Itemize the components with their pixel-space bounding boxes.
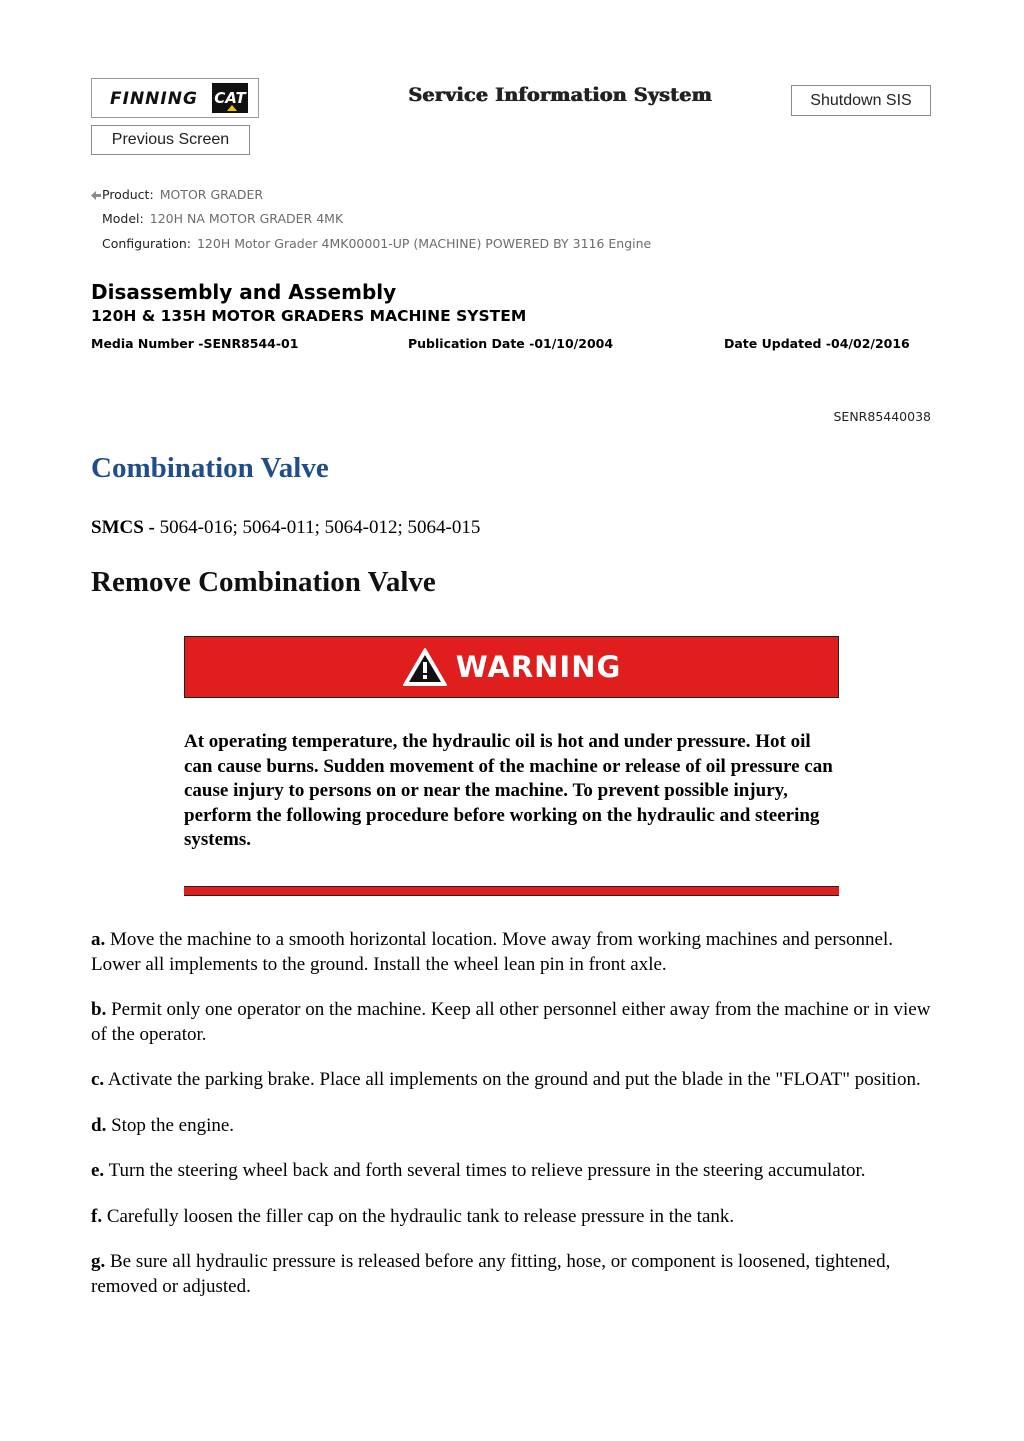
step-letter: f. [91, 1205, 103, 1227]
step-text: Activate the parking brake. Place all implements on the ground and put the blade in the "FLOAT" position. [107, 1069, 921, 1090]
logo-mark: CAT [212, 83, 248, 113]
warning-text: At operating temperature, the hydraulic oil is hot and under pressure. Hot oil can cause burns. Sudden movement of the machine or release of oil pressure can cause injury to persons on or near the machine. To prevent possible injury, perform the following procedure before working on the hydraulic and steering systems. [184, 731, 833, 850]
model-value: 120H NA MOTOR GRADER 4MK [149, 211, 344, 226]
section-heading: Remove Combination Valve [91, 566, 436, 598]
step-letter: e. [91, 1160, 105, 1181]
step-text: Turn the steering wheel back and forth several times to relieve pressure in the steering accumulator. [108, 1160, 866, 1181]
step-letter: a. [91, 929, 106, 950]
finning-cat-logo [91, 78, 259, 118]
reference-id: SENR85440038 [833, 409, 931, 424]
app-title: Service Information System [408, 84, 712, 106]
product-arrow-icon [91, 191, 101, 200]
configuration-label: Configuration: [102, 236, 191, 251]
smcs-codes: 5064-016; 5064-011; 5064-012; 5064-015 [159, 517, 481, 538]
step-e [91, 1159, 931, 1184]
smcs-label: SMCS - [91, 517, 155, 538]
step-g [91, 1250, 931, 1299]
procedure-steps [91, 928, 931, 1320]
step-text: Stop the engine. [111, 1114, 235, 1136]
step-letter: d. [91, 1114, 107, 1136]
step-text: Carefully loosen the filler cap on the hydraulic tank to release pressure in the tank. [106, 1205, 735, 1227]
logo-brand: FINNING [110, 89, 198, 109]
step-a [91, 928, 931, 977]
step-c [91, 1068, 931, 1093]
model-line [102, 211, 343, 226]
step-d [91, 1114, 931, 1139]
product-label: Product: [102, 187, 154, 202]
warning-label: WARNING [455, 650, 622, 684]
page-heading: Combination Valve [91, 452, 329, 484]
warning-triangle-icon [402, 647, 448, 687]
step-f [91, 1205, 931, 1230]
document-subtitle: 120H & 135H MOTOR GRADERS MACHINE SYSTEM [91, 307, 527, 325]
publication-date: Publication Date -01/10/2004 [408, 336, 614, 351]
step-text: Move the machine to a smooth horizontal location. Move away from working machines and personnel. Lower all implements to the ground. Install the wheel lean pin in front axle. [91, 929, 894, 975]
step-text: Permit only one operator on the machine. Keep all other personnel either away from the machine or in view of the operator. [91, 999, 931, 1045]
step-text: Be sure all hydraulic pressure is released before any fitting, hose, or component is loosened, tightened, removed or adjusted. [91, 1251, 891, 1297]
step-letter: g. [91, 1251, 106, 1272]
product-line [91, 187, 263, 202]
warning-bottom-bar [184, 886, 839, 896]
warning-banner [184, 636, 839, 698]
step-letter: b. [91, 999, 107, 1020]
date-updated: Date Updated -04/02/2016 [724, 336, 910, 351]
document-title: Disassembly and Assembly [91, 280, 397, 304]
media-number: Media Number -SENR8544-01 [91, 336, 299, 351]
shutdown-sis-button[interactable]: Shutdown SIS [791, 85, 931, 116]
configuration-value: 120H Motor Grader 4MK00001-UP (MACHINE) POWERED BY 3116 Engine [196, 236, 652, 251]
previous-screen-button[interactable]: Previous Screen [91, 125, 250, 155]
smcs-line [91, 517, 480, 539]
configuration-line [102, 236, 651, 251]
product-value: MOTOR GRADER [159, 187, 264, 202]
model-label: Model: [102, 211, 144, 226]
step-b [91, 998, 931, 1047]
step-letter: c. [91, 1069, 105, 1090]
